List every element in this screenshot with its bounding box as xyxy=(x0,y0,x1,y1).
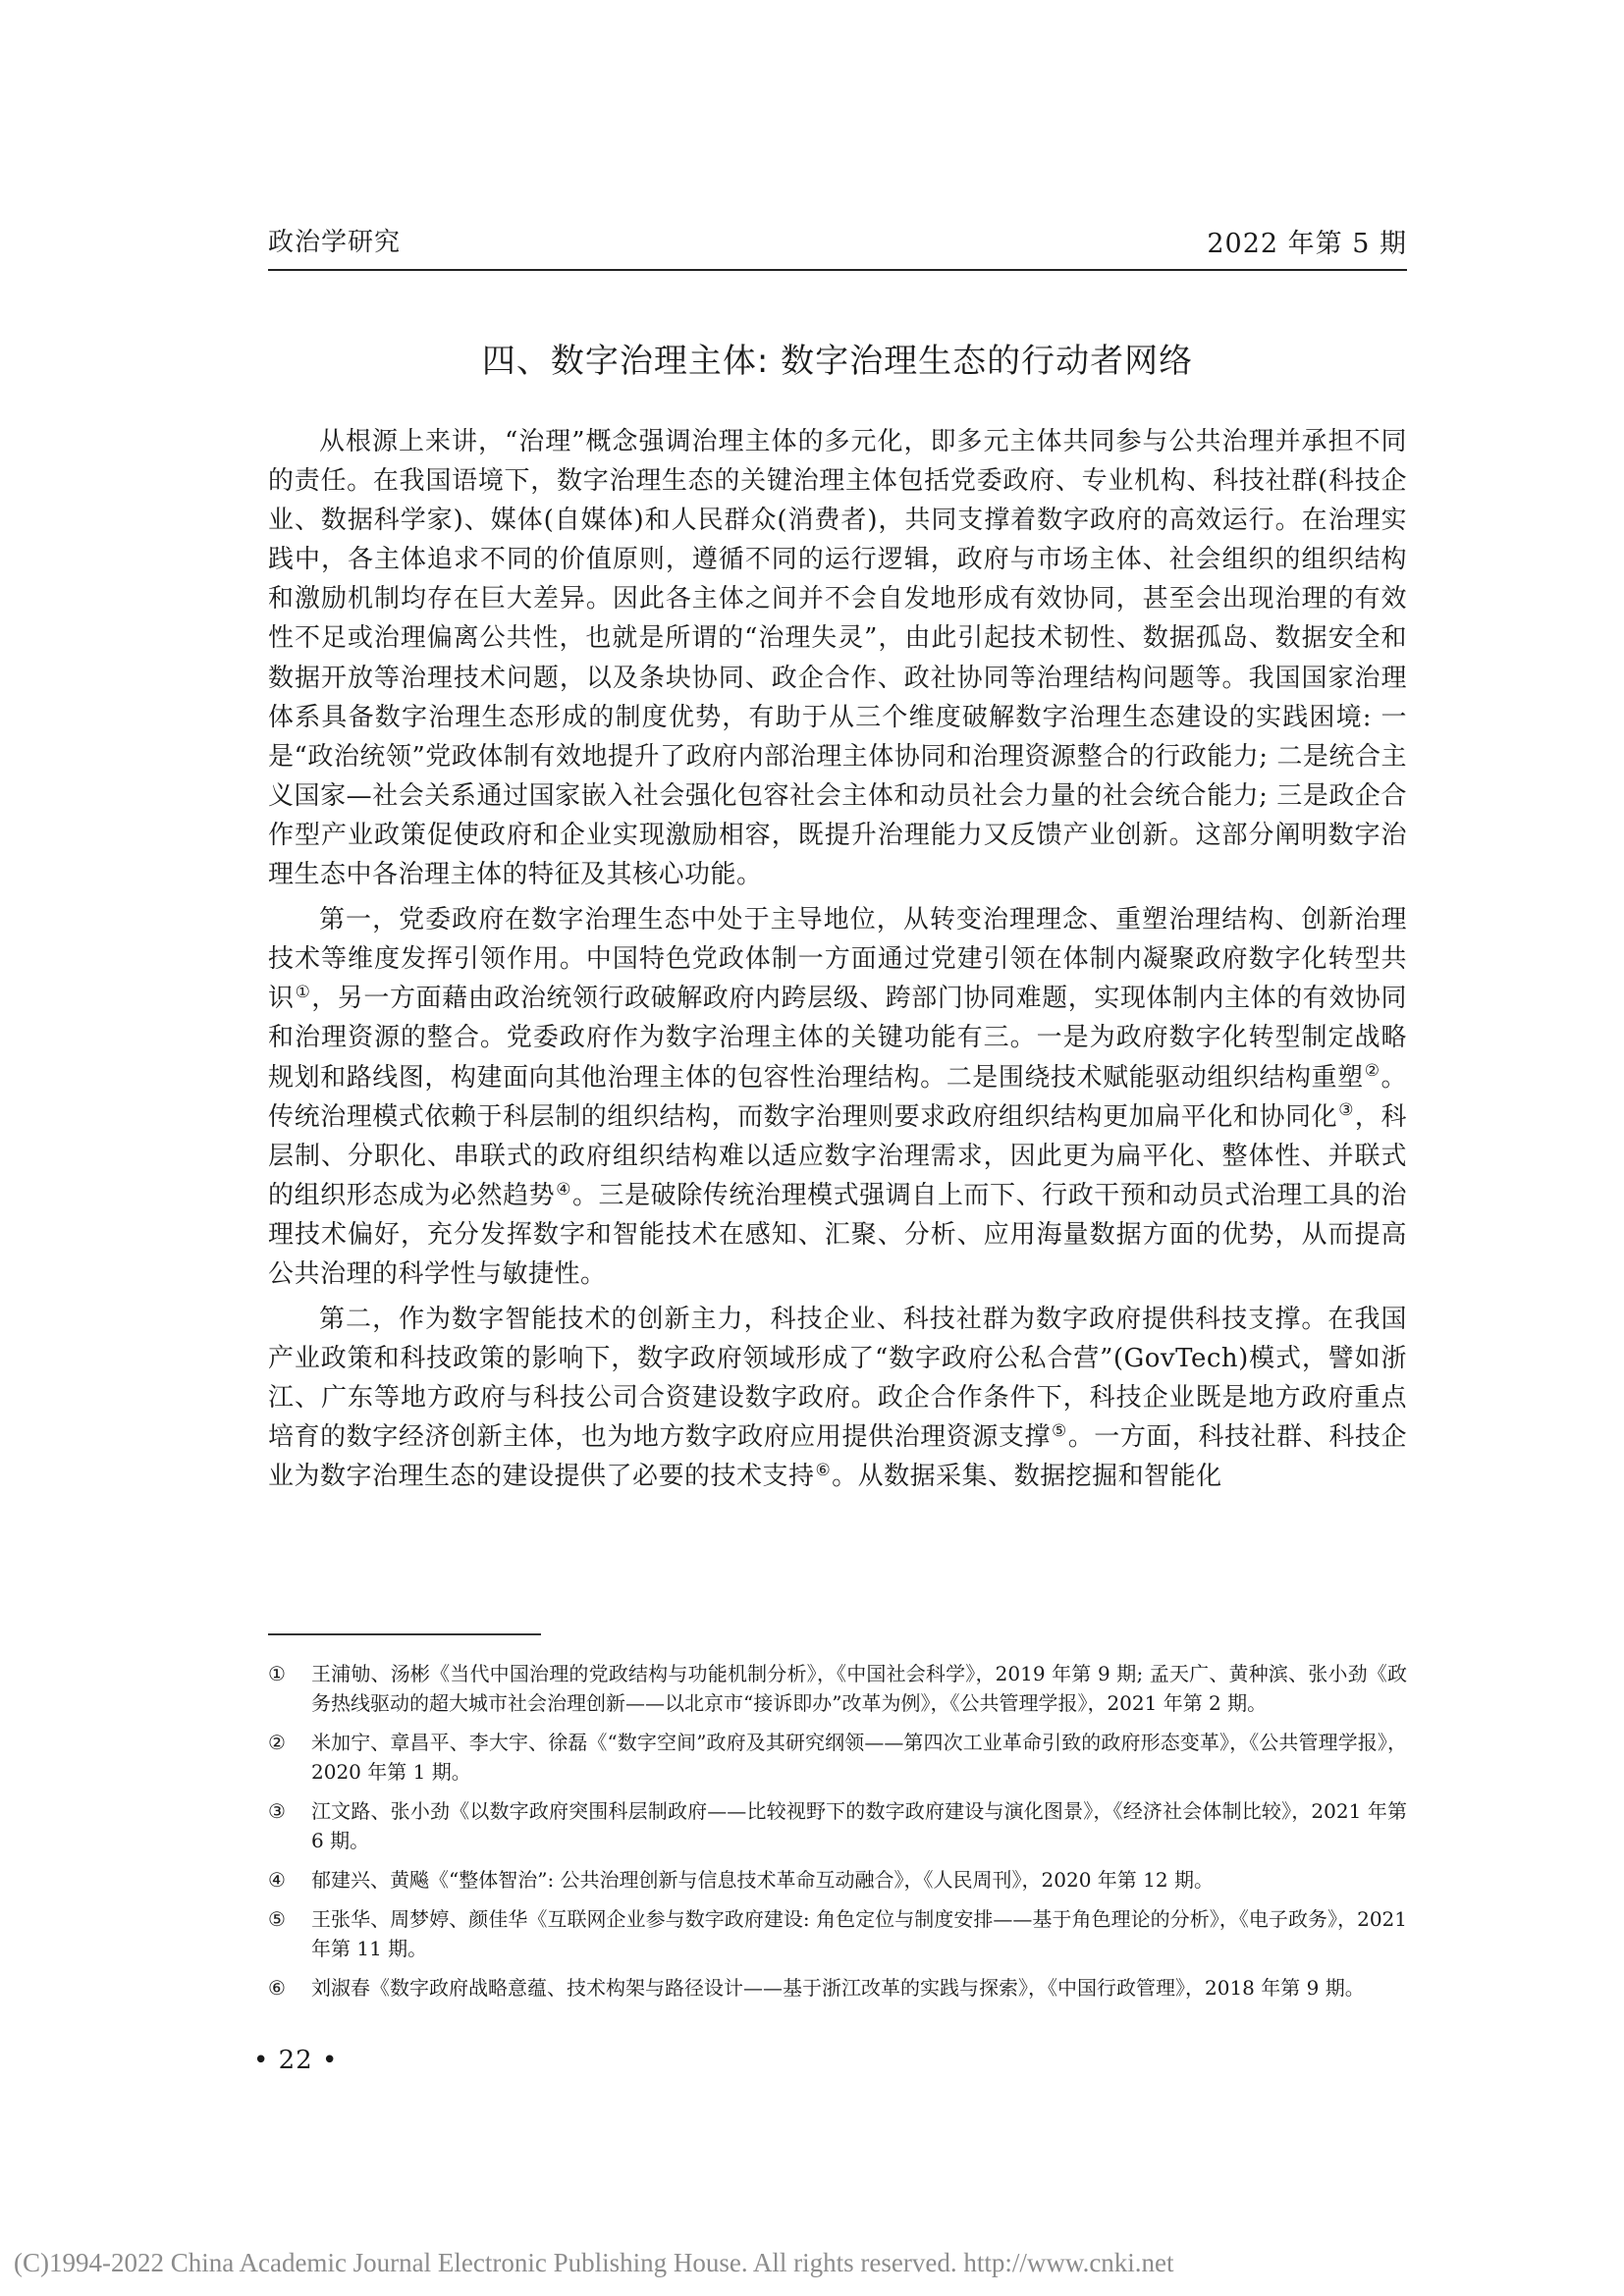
footnote-text: 王张华、周梦婷、颜佳华《互联网企业参与数字政府建设: 角色定位与制度安排——基于角色理论的分析》，《电子政务》，2021 年第 11 期。 xyxy=(311,1907,1407,1960)
footnote-reference: ⑤ xyxy=(1051,1420,1067,1441)
footnote-item xyxy=(268,1659,1407,1718)
footnote-item xyxy=(268,1973,1407,2002)
footnote-mark: ⑤ xyxy=(268,1907,286,1931)
footnote-mark: ④ xyxy=(268,1868,286,1892)
footnote-mark: ① xyxy=(268,1662,286,1685)
footnote-item xyxy=(268,1796,1407,1855)
journal-name: 政治学研究 xyxy=(268,228,402,257)
footnote-item xyxy=(268,1904,1407,1963)
paragraph-text: 第二，作为数字智能技术的创新主力，科技企业、科技社群为数字政府提供科技支撑。在我国产业政策和科技政策的影响下，数字政府领域形成了“数字政府公私合营”(GovTech)模式，譬如浙江、广东等地方政府与科技公司合资建设数字政府。政企合作条件下，科技企业既是地方政府重点培育的数字经济创新主体，也为地方数字政府应用提供治理资源支撑 xyxy=(268,1305,1407,1453)
footnote-mark: ③ xyxy=(268,1799,286,1823)
paragraph-text: ，科层制、分职化、串联式的政府组织结构难以适应数字治理需求，因此更为扁平化、整体性、并联式的组织形态成为必然趋势 xyxy=(268,1101,1407,1210)
paragraph-text: 。传统治理模式依赖于科层制的组织结构，而数字治理则要求政府组织结构更加扁平化和协同化 xyxy=(268,1062,1407,1132)
paragraph-text: 。一方面，科技社群、科技企业为数字治理生态的建设提供了必要的技术支持 xyxy=(268,1422,1407,1492)
body-paragraph xyxy=(268,422,1407,894)
paragraph-text: 。从数据采集、数据挖掘和智能化 xyxy=(832,1462,1222,1492)
footnote-text: 刘淑春《数字政府战略意蕴、技术构架与路径设计——基于浙江改革的实践与探索》，《中国行政管理》，2018 年第 9 期。 xyxy=(311,1976,1365,2000)
page-number: • 22 • xyxy=(253,2046,339,2075)
paragraph-text: 。三是破除传统治理模式强调自上而下、行政干预和动员式治理工具的治理技术偏好，充分发挥数字和智能技术在感知、汇聚、分析、应用海量数据方面的优势，从而提高公共治理的科学性与敏捷性。 xyxy=(268,1180,1407,1289)
paragraph-text: 从根源上来讲，“治理”概念强调治理主体的多元化，即多元主体共同参与公共治理并承担不同的责任。在我国语境下，数字治理生态的关键治理主体包括党委政府、专业机构、科技社群(科技企业、数据科学家)、媒体(自媒体)和人民群众(消费者)，共同支撑着数字政府的高效运行。在治理实践中，各主体追求不同的价值原则，遵循不同的运行逻辑，政府与市场主体、社会组织的组织结构和激励机制均存在巨大差异。因此各主体之间并不会自发地形成有效协同，甚至会出现治理的有效性不足或治理偏离公共性，也就是所谓的“治理失灵”，由此引起技术韧性、数据孤岛、数据安全和数据开放等治理技术问题，以及条块协同、政企合作、政社协同等治理结构问题等。我国国家治理体系具备数字治理生态形成的制度优势，有助于从三个维度破解数字治理生态建设的实践困境: 一是“政治统领”党政体制有效地提升了政府内部治理主体协同和治理资源整合的行政能力; 二是统合主义国家—社会关系通过国家嵌入社会强化包容社会主体和动员社会力量的社会统合能力; 三是政企合作型产业政策促使政府和企业实现激励相容，既提升治理能力又反馈产业创新。这部分阐明数字治理生态中各治理主体的特征及其核心功能。 xyxy=(268,427,1407,890)
paragraph-text: ，另一方面藉由政治统领行政破解政府内跨层级、跨部门协同难题，实现体制内主体的有效协同和治理资源的整合。党委政府作为数字治理主体的关键功能有三。一是为政府数字化转型制定战略规划和路线图，构建面向其他治理主体的包容性治理结构。二是围绕技术赋能驱动组织结构重塑 xyxy=(268,984,1407,1093)
footnote-reference: ② xyxy=(1364,1060,1380,1081)
footnote-mark: ⑥ xyxy=(268,1976,286,2000)
footnote-reference: ③ xyxy=(1338,1099,1354,1120)
section-title: 四、数字治理主体: 数字治理生态的行动者网络 xyxy=(481,342,1194,381)
copyright-notice: (C)1994-2022 China Academic Journal Electronic Publishing House. All rights reserved. http://www.cnki.net xyxy=(14,2248,1174,2277)
issue-label: 2022 年第 5 期 xyxy=(1207,229,1407,259)
footnote-divider xyxy=(268,1633,541,1635)
body-paragraph xyxy=(268,1300,1407,1496)
paragraph-text: 第一，党委政府在数字治理生态中处于主导地位，从转变治理理念、重塑治理结构、创新治理技术等维度发挥引领作用。中国特色党政体制一方面通过党建引领在体制内凝聚政府数字化转型共识 xyxy=(268,905,1407,1014)
footnote-item xyxy=(268,1865,1407,1895)
footnote-text: 江文路、张小劲《以数字政府突围科层制政府——比较视野下的数字政府建设与演化图景》，《经济社会体制比较》，2021 年第 6 期。 xyxy=(311,1799,1407,1852)
footnote-reference: ⑥ xyxy=(815,1460,832,1480)
body-text xyxy=(268,422,1407,1497)
footnote-reference: ④ xyxy=(556,1178,571,1199)
footnote-reference: ① xyxy=(295,982,311,1002)
running-header xyxy=(268,218,1407,271)
body-paragraph xyxy=(268,900,1407,1294)
footnote-item xyxy=(268,1728,1407,1787)
footnote-text: 王浦劬、汤彬《当代中国治理的党政结构与功能机制分析》，《中国社会科学》，2019 年第 9 期; 孟天广、黄种滨、张小劲《政务热线驱动的超大城市社会治理创新——以北京市“接诉即办”改革为例》，《公共管理学报》，2021 年第 2 期。 xyxy=(311,1662,1407,1715)
footnotes xyxy=(268,1659,1407,2012)
footnote-mark: ② xyxy=(268,1731,286,1754)
footnote-text: 米加宁、章昌平、李大宇、徐磊《“数字空间”政府及其研究纲领——第四次工业革命引致的政府形态变革》，《公共管理学报》，2020 年第 1 期。 xyxy=(311,1731,1407,1784)
footnote-text: 郁建兴、黄飚《“整体智治”: 公共治理创新与信息技术革命互动融合》，《人民周刊》，2020 年第 12 期。 xyxy=(311,1868,1214,1892)
